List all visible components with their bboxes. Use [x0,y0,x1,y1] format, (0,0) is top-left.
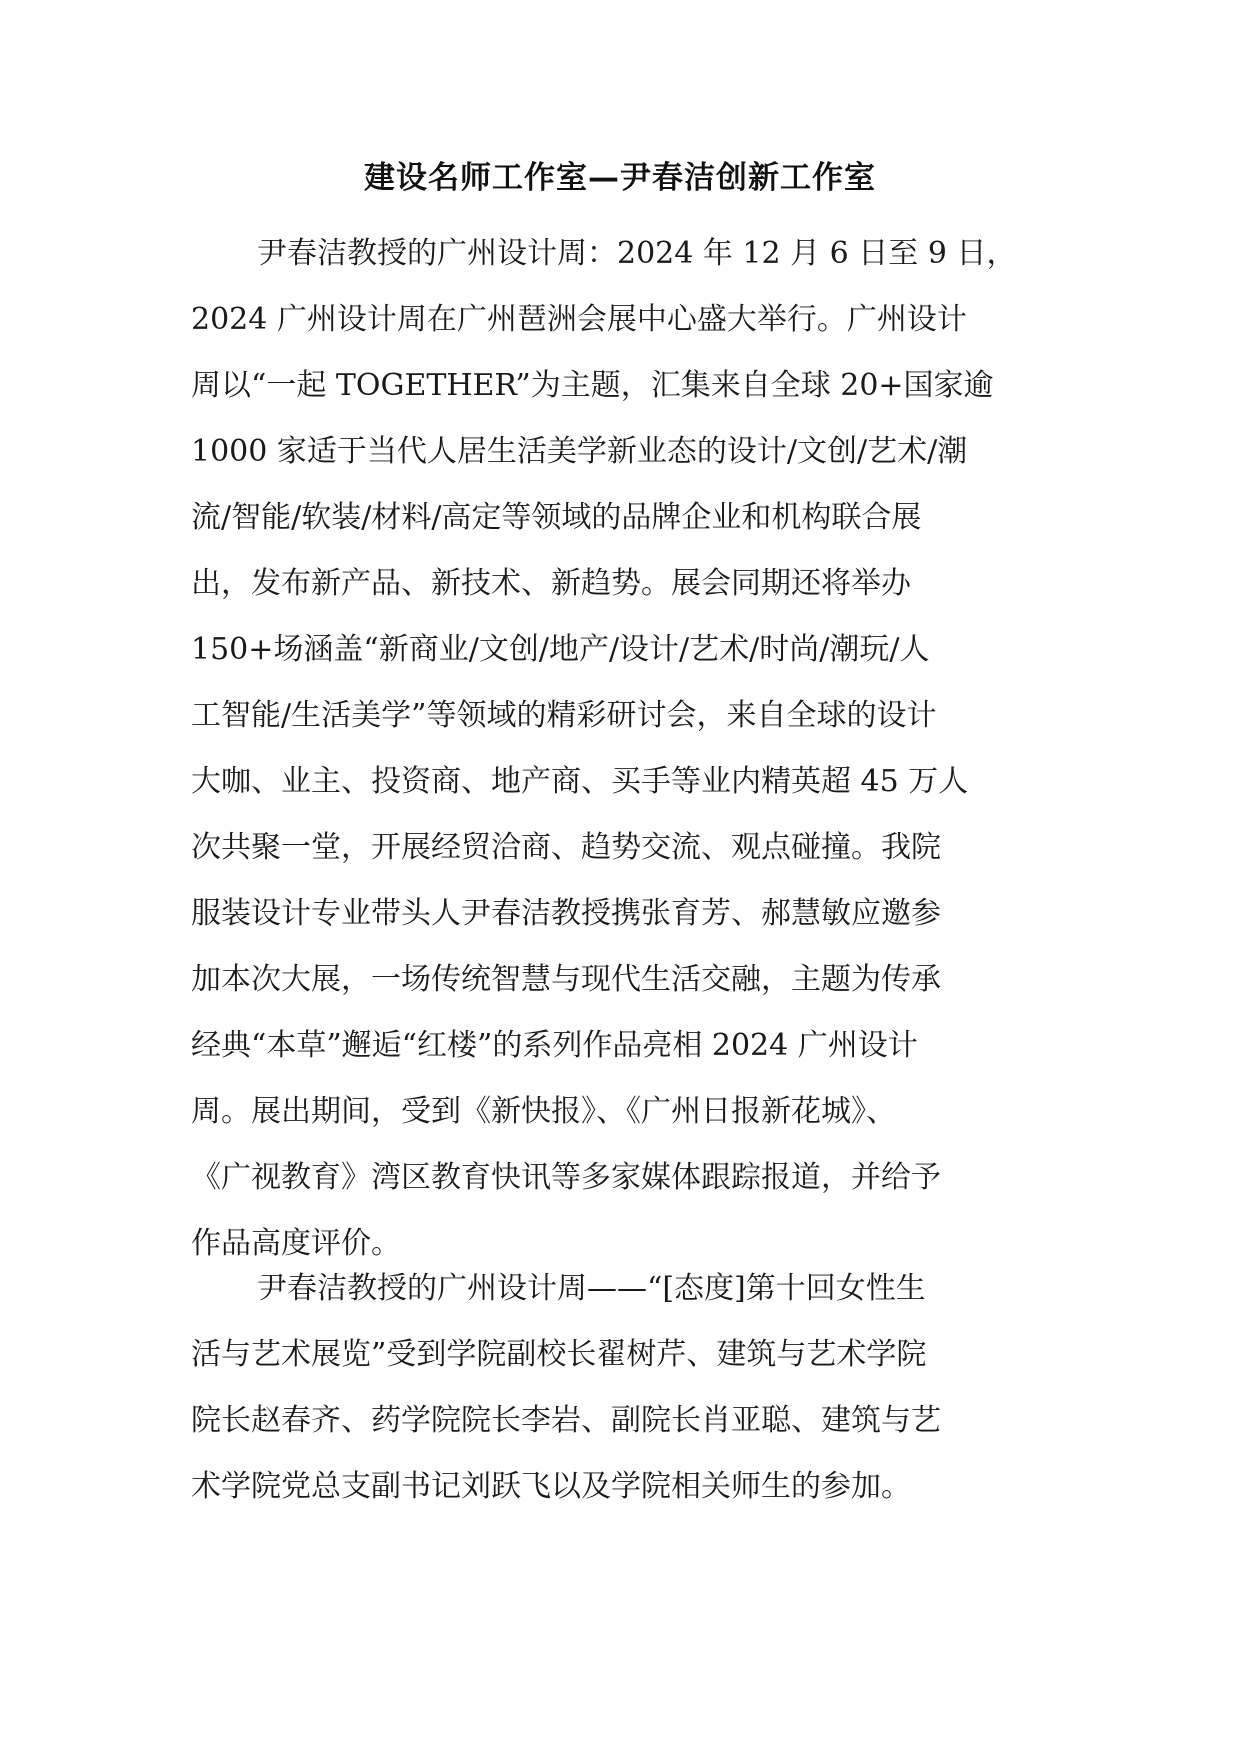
paragraph-line: 150+场涵盖“新商业/文创/地产/设计/艺术/时尚/潮玩/人 [191,632,930,667]
document-title: 建设名师工作室—尹春洁创新工作室 [364,160,876,196]
paragraph-line: 工智能/生活美学”等领域的精彩研讨会，来自全球的设计 [191,698,937,733]
paragraph-line: 加本次大展，一场传统智慧与现代生活交融，主题为传承 [191,962,941,997]
paragraph-line: 出，发布新产品、新技术、新趋势。展会同期还将举办 [191,566,911,601]
paragraph-line: 活与艺术展览”受到学院副校长翟树芹、建筑与艺术学院 [191,1337,927,1372]
paragraph-line: 1000 家适于当代人居生活美学新业态的设计/文创/艺术/潮 [191,434,968,469]
paragraph-line: 经典“本草”邂逅“红楼”的系列作品亮相 2024 广州设计 [191,1028,918,1063]
paragraph-line: 尹春洁教授的广州设计周——“[态度]第十回女性生 [257,1271,926,1306]
paragraph-line: 周。展出期间，受到《新快报》、《广州日报新花城》、 [191,1094,896,1129]
paragraph-line: 流/智能/软装/材料/高定等领域的品牌企业和机构联合展 [191,500,922,535]
paragraph-line: 院长赵春齐、药学院院长李岩、副院长肖亚聪、建筑与艺 [191,1403,941,1438]
paragraph-line: 作品高度评价。 [191,1226,401,1261]
paragraph-1 [191,221,1051,1277]
paragraph-2 [191,1256,1051,1520]
paragraph-line: 《广视教育》湾区教育快讯等多家媒体跟踪报道，并给予 [191,1160,941,1195]
paragraph-line: 大咖、业主、投资商、地产商、买手等业内精英超 45 万人 [191,764,969,799]
paragraph-line: 次共聚一堂，开展经贸洽商、趋势交流、观点碰撞。我院 [191,830,941,865]
paragraph-line: 术学院党总支副书记刘跃飞以及学院相关师生的参加。 [191,1469,911,1504]
paragraph-line: 2024 广州设计周在广州琶洲会展中心盛大举行。广州设计 [191,302,967,337]
paragraph-line: 周以“一起 TOGETHER”为主题，汇集来自全球 20+国家逾 [191,368,994,403]
paragraph-line: 尹春洁教授的广州设计周：2024 年 12 月 6 日至 9 日， [257,236,1017,271]
paragraph-line: 服装设计专业带头人尹春洁教授携张育芳、郝慧敏应邀参 [191,896,941,931]
